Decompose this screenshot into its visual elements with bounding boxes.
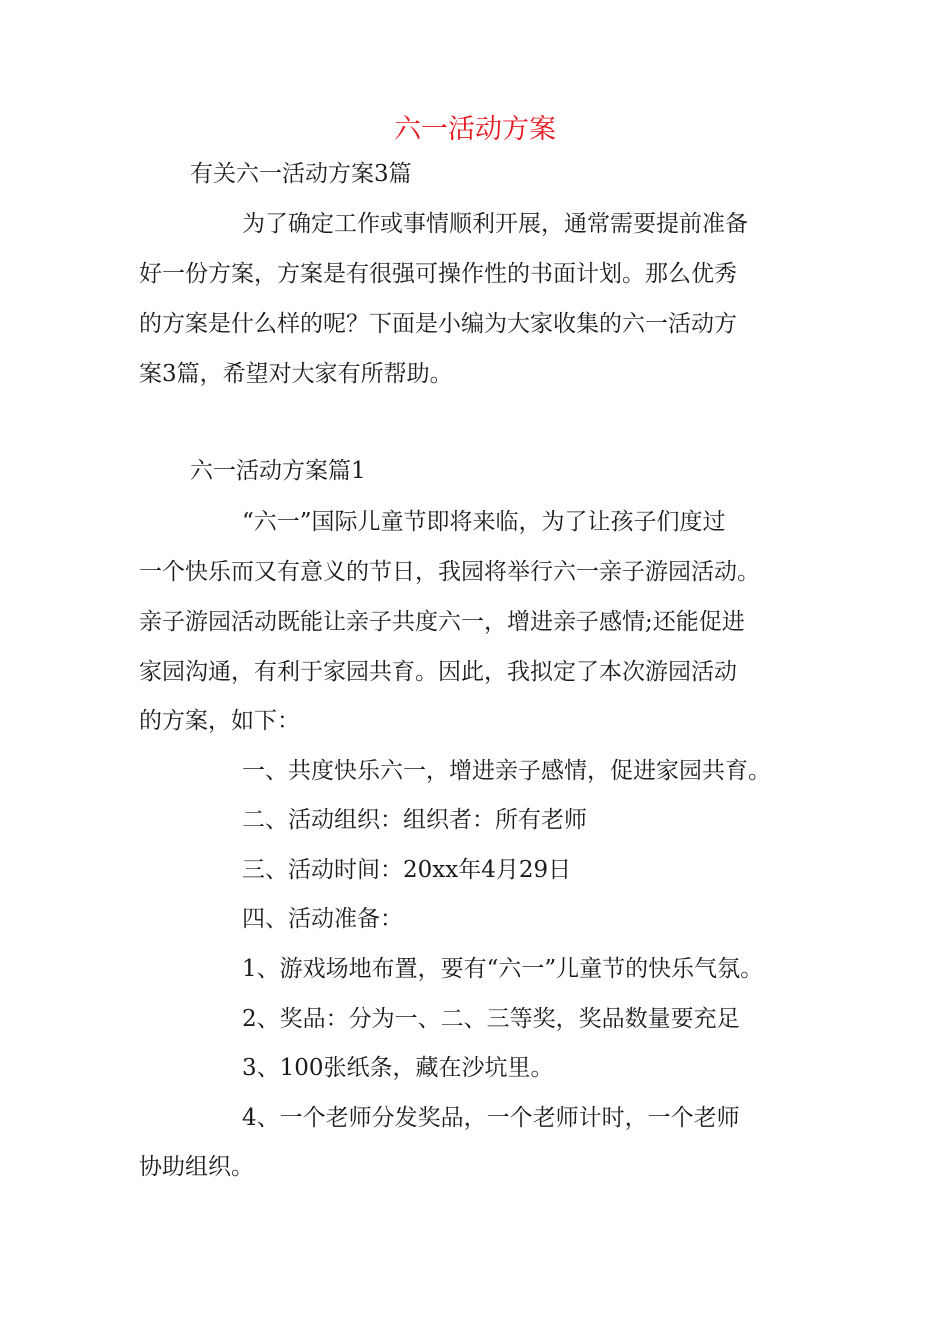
section-para-line-5: 的方案，如下：: [139, 708, 300, 734]
list-item: 4、一个老师分发奖品，一个老师计时，一个老师: [242, 1105, 740, 1131]
document-subtitle: 有关六一活动方案3篇: [190, 161, 412, 187]
list-item: 二、活动组织：组织者：所有老师: [242, 807, 587, 833]
section-para-line-4: 家园沟通，有利于家园共育。因此，我拟定了本次游园活动: [139, 659, 737, 685]
section-heading: 六一活动方案篇1: [190, 458, 366, 484]
list-item: 四、活动准备：: [242, 906, 403, 932]
list-item: 一、共度快乐六一，增进亲子感情，促进家园共育。: [242, 758, 771, 784]
list-item: 1、游戏场地布置，要有“六一”儿童节的快乐气氛。: [242, 956, 764, 982]
section-para-line-3: 亲子游园活动既能让亲子共度六一，增进亲子感情;还能促进: [139, 609, 745, 635]
list-item: 2、奖品：分为一、二、三等奖，奖品数量要充足: [242, 1006, 740, 1032]
intro-line-4: 案3篇，希望对大家有所帮助。: [139, 361, 453, 387]
list-item: 三、活动时间：20xx年4月29日: [242, 857, 572, 883]
intro-line-1: 为了确定工作或事情顺利开展，通常需要提前准备: [242, 211, 748, 237]
section-para-line-1: “六一”国际儿童节即将来临，为了让孩子们度过: [242, 509, 726, 535]
document-title: 六一活动方案: [394, 114, 556, 145]
section-para-line-2: 一个快乐而又有意义的节日，我园将举行六一亲子游园活动。: [139, 559, 760, 585]
intro-line-2: 好一份方案，方案是有很强可操作性的书面计划。那么优秀: [139, 261, 737, 287]
list-item: 3、100张纸条，藏在沙坑里。: [242, 1055, 554, 1081]
intro-line-3: 的方案是什么样的呢？下面是小编为大家收集的六一活动方: [139, 311, 737, 337]
list-item-continuation: 协助组织。: [139, 1154, 254, 1180]
